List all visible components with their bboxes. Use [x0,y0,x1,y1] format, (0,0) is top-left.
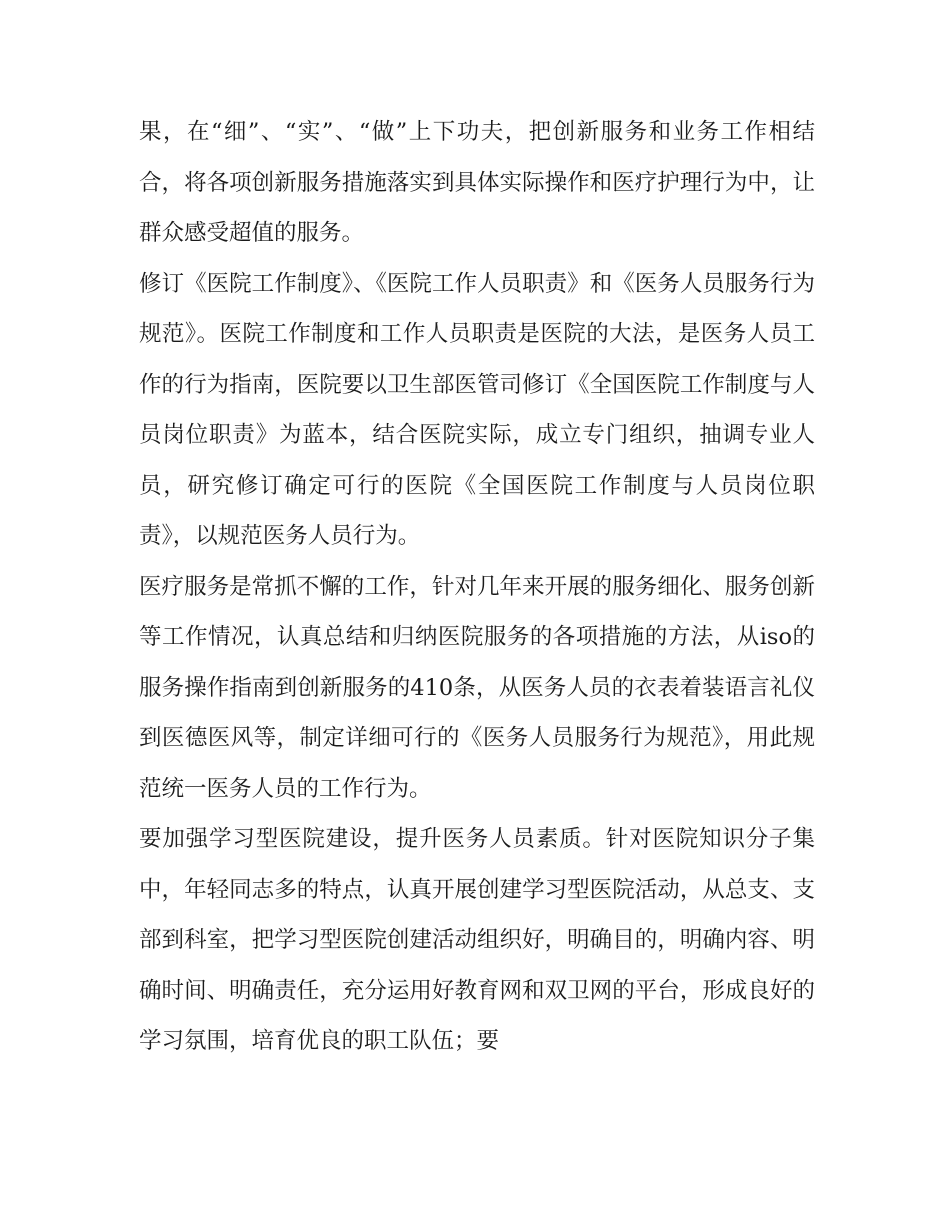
paragraph-4: 要加强学习型医院建设，提升医务人员素质。针对医院知识分子集中，年轻同志多的特点，认真开展创建学习型医院活动，从总支、支部到科室，把学习型医院创建活动组织好，明确目的，明确内容、明确时间、明确责任，充分运用好教育网和双卫网的平台，形成良好的学习氛围，培育优良的职工队伍；要 [139,826,815,1054]
paragraph-1: 果，在“细”、“实”、“做”上下功夫，把创新服务和业务工作相结合，将各项创新服务措施落实到具体实际操作和医疗护理行为中，让群众感受超值的服务。 [139,119,815,246]
paragraph-3: 医疗服务是常抓不懈的工作，针对几年来开展的服务细化、服务创新等工作情况，认真总结和归纳医院服务的各项措施的方法，从iso的服务操作指南到创新服务的410条，从医务人员的衣表着装语言礼仪到医德医风等，制定详细可行的《医务人员服务行为规范》，用此规范统一医务人员的工作行为。 [139,573,815,802]
document-body [139,107,815,1067]
paragraph-2: 修订《医院工作制度》、《医院工作人员职责》和《医务人员服务行为规范》。医院工作制度和工作人员职责是医院的大法，是医务人员工作的行为指南，医院要以卫生部医管司修订《全国医院工作制度与人员岗位职责》为蓝本，结合医院实际，成立专门组织，抽调专业人员，研究修订确定可行的医院《全国医院工作制度与人员岗位职责》，以规范医务人员行为。 [139,270,815,549]
